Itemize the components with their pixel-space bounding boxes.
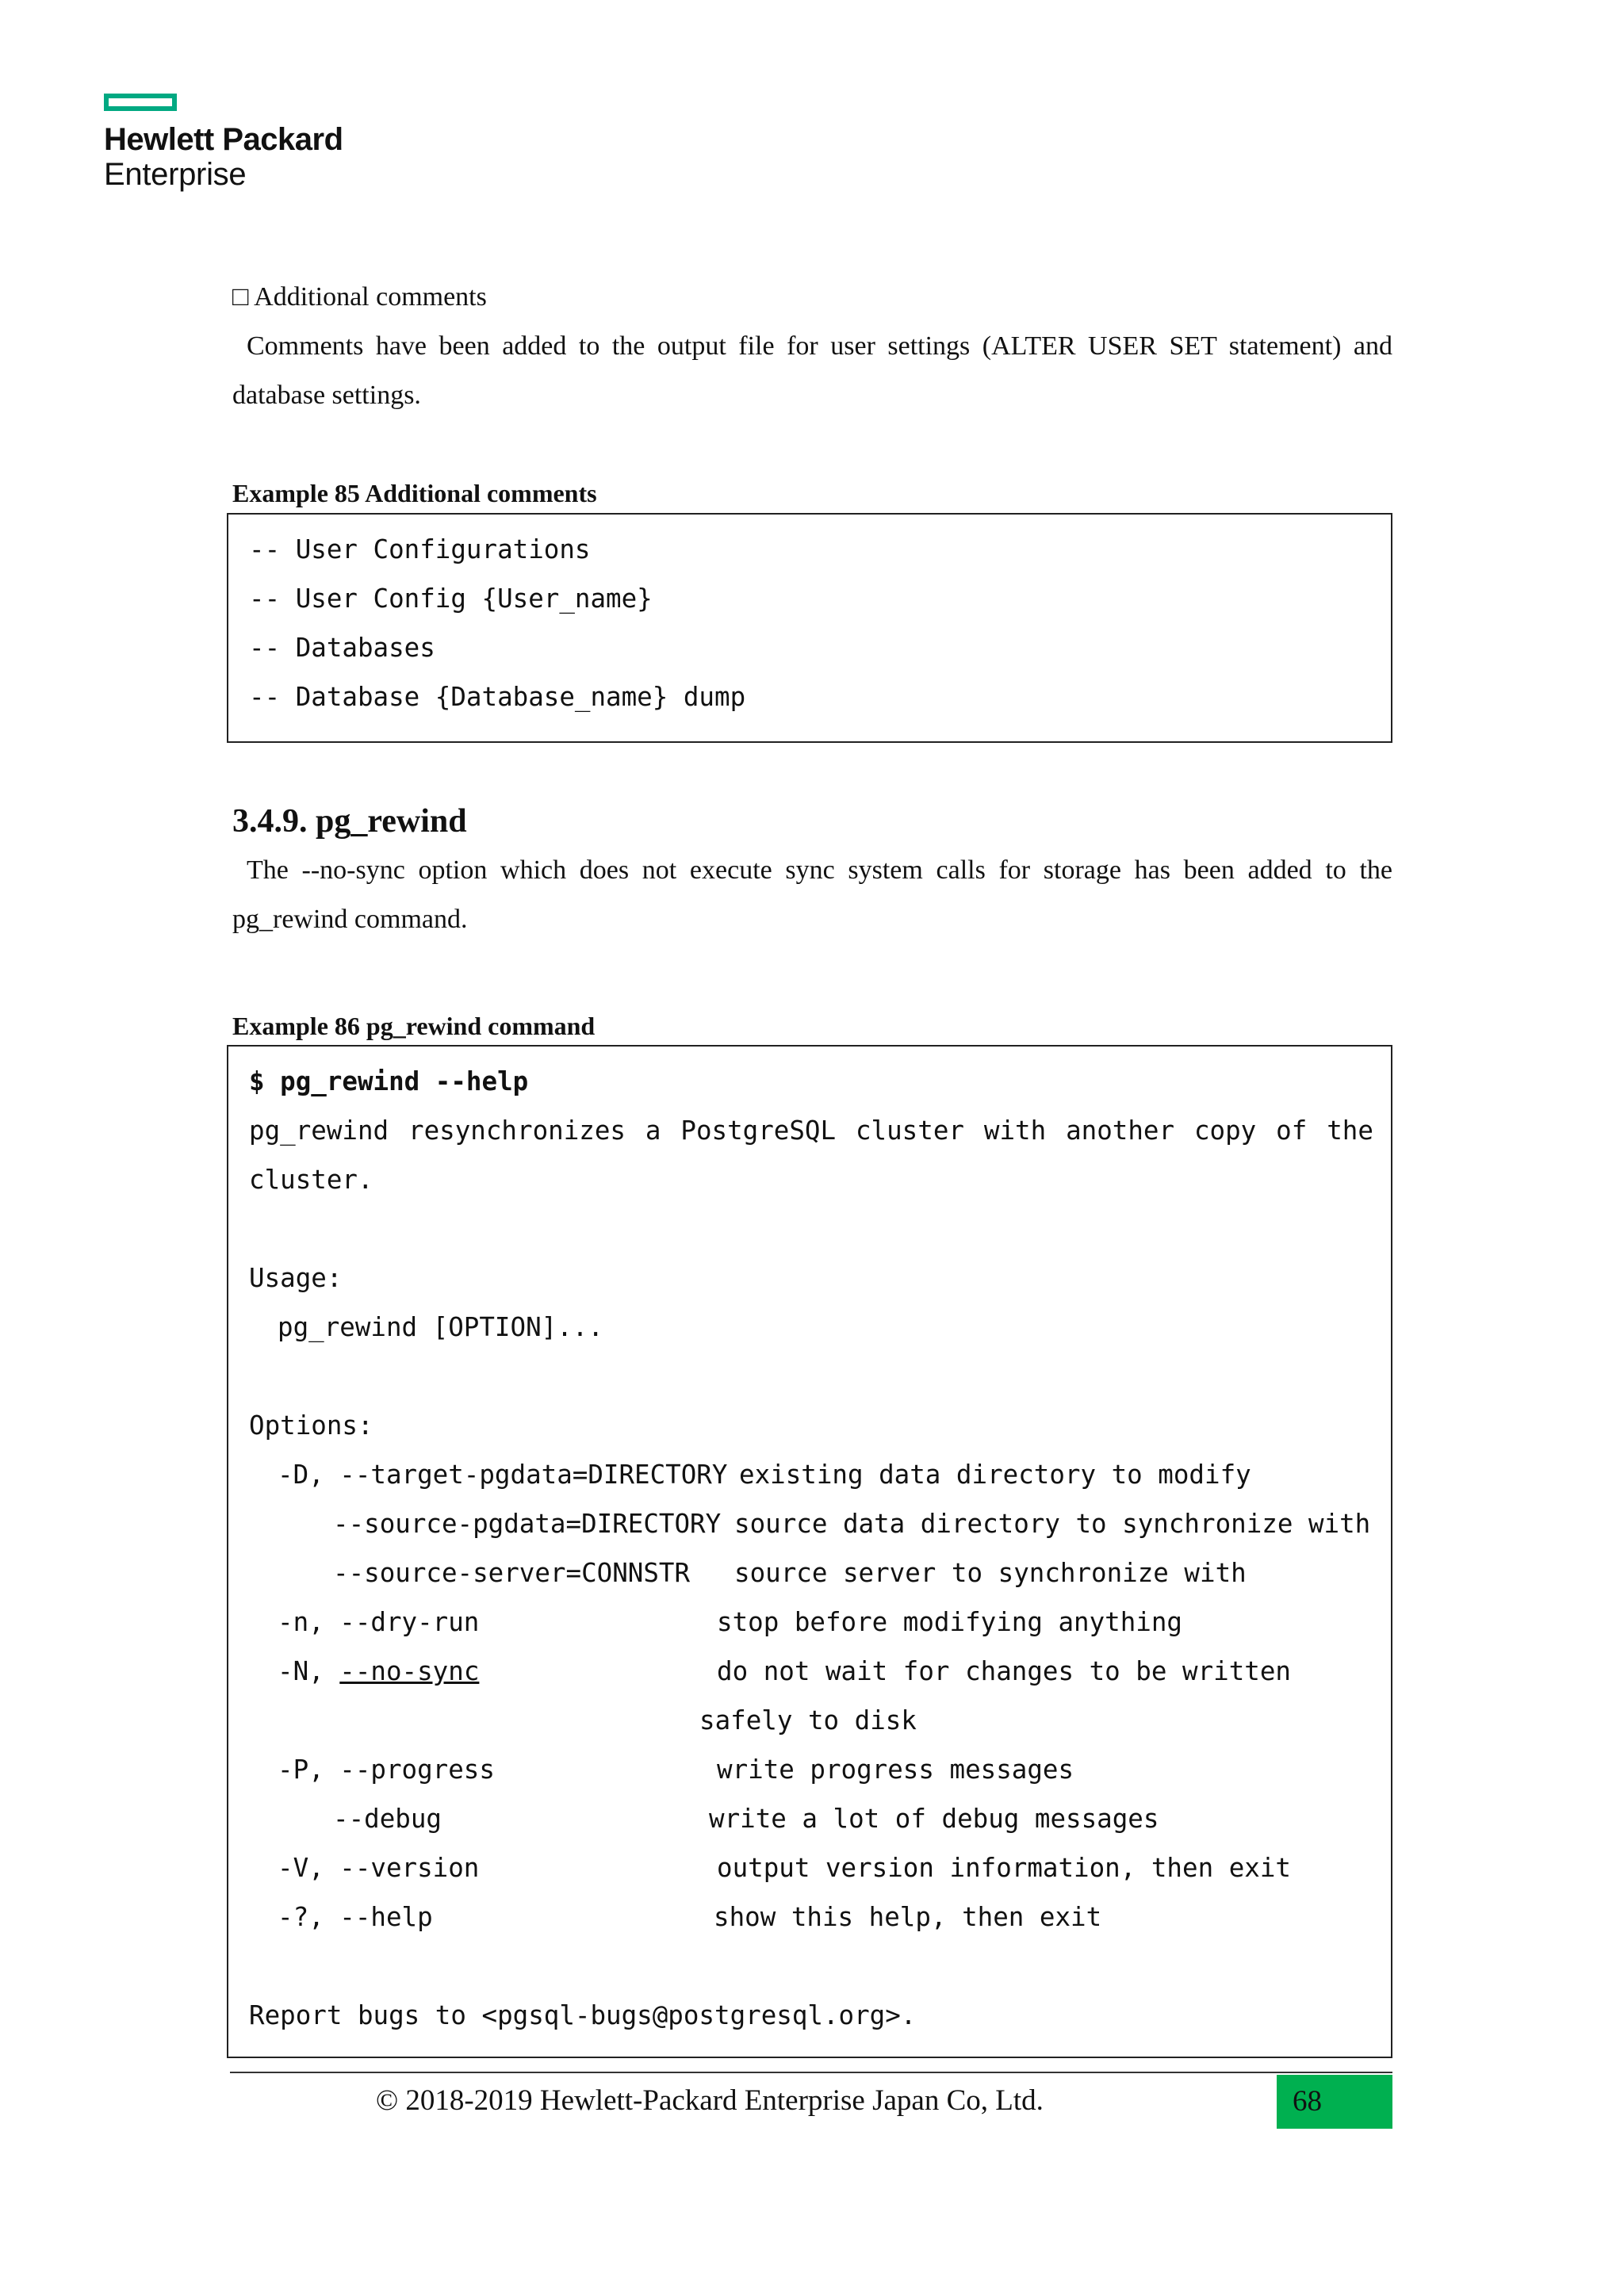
option-description: write progress messages (717, 1755, 1074, 1785)
description-line (249, 1115, 1373, 1146)
option-description: existing data directory to modify (739, 1460, 1251, 1490)
additional-comments-section (232, 273, 1392, 420)
option-flag: -n, --dry-run (278, 1607, 480, 1637)
additional-comments-heading (232, 273, 1392, 322)
option-description: show this help, then exit (714, 1902, 1102, 1932)
footer-divider (230, 2072, 1392, 2073)
word: PostgreSQL (680, 1115, 837, 1146)
example-86-code-box (227, 1045, 1392, 2058)
logo-text-line1: Hewlett Packard (104, 122, 343, 157)
example-85-code-box (227, 513, 1392, 743)
option-flag: -D, --target-pgdata=DIRECTORY (278, 1460, 728, 1490)
code-line: -- User Configurations (249, 534, 591, 564)
option-prefix: -N, (278, 1656, 340, 1686)
no-sync-link[interactable]: --no-sync (339, 1656, 480, 1686)
usage-label: Usage: (249, 1263, 343, 1293)
example-85-caption: Example 85 Additional comments (232, 479, 597, 507)
option-flag: -?, --help (278, 1902, 433, 1932)
word: another (1066, 1115, 1175, 1146)
options-label: Options: (249, 1410, 373, 1441)
checkbox-bullet-icon: □ (232, 282, 249, 312)
option-description: source server to synchronize with (734, 1558, 1247, 1588)
word: resynchronizes (408, 1115, 626, 1146)
company-logo (104, 94, 343, 192)
word: of (1276, 1115, 1308, 1146)
code-line: -- User Config {User_name} (249, 584, 653, 614)
footer-copyright: © 2018-2019 Hewlett-Packard Enterprise Japan Co, Ltd. (376, 2084, 1044, 2117)
option-flag: --source-server=CONNSTR (333, 1558, 691, 1588)
option-description: source data directory to synchronize with (734, 1509, 1371, 1539)
option-flag: --debug (333, 1804, 442, 1834)
word: pg_rewind (249, 1115, 389, 1146)
section-title: 3.4.9. pg_rewind (232, 803, 467, 840)
page-number-badge (1277, 2075, 1392, 2129)
option-description-cont: safely to disk (699, 1705, 917, 1735)
option-flag: --source-pgdata=DIRECTORY (333, 1509, 722, 1539)
option-flag: -P, --progress (278, 1755, 495, 1785)
word: the (1327, 1115, 1373, 1146)
option-description: do not wait for changes to be written (717, 1656, 1291, 1686)
report-bugs-line: Report bugs to <pgsql-bugs@postgresql.org>. (249, 2000, 917, 2030)
option-description: stop before modifying anything (717, 1607, 1182, 1637)
heading-text: Additional comments (254, 282, 487, 312)
description-line-end: cluster. (249, 1165, 373, 1195)
logo-text-line2: Enterprise (104, 157, 247, 192)
logo-mark (104, 94, 177, 111)
code-line: -- Databases (249, 633, 435, 663)
word: a (645, 1115, 661, 1146)
option-description: output version information, then exit (717, 1853, 1291, 1883)
option-flag-no-sync (278, 1655, 479, 1687)
option-description: write a lot of debug messages (709, 1804, 1159, 1834)
option-flag: -V, --version (278, 1853, 480, 1883)
usage-syntax: pg_rewind [OPTION]... (278, 1312, 603, 1342)
command-prompt: $ pg_rewind --help (249, 1066, 529, 1096)
page-number: 68 (1293, 2085, 1322, 2118)
code-line: -- Database {Database_name} dump (249, 682, 746, 712)
word: cluster (855, 1115, 964, 1146)
section-paragraph: The --no-sync option which does not execute sync system calls for storage has been added to the pg_rewind command. (232, 855, 1392, 934)
example-86-caption: Example 86 pg_rewind command (232, 1012, 596, 1040)
pg-rewind-section (232, 797, 1392, 944)
word: with (983, 1115, 1047, 1146)
additional-comments-paragraph: Comments have been added to the output file for user settings (ALTER USER SET statement) and database settings. (232, 331, 1392, 410)
word: copy (1193, 1115, 1257, 1146)
